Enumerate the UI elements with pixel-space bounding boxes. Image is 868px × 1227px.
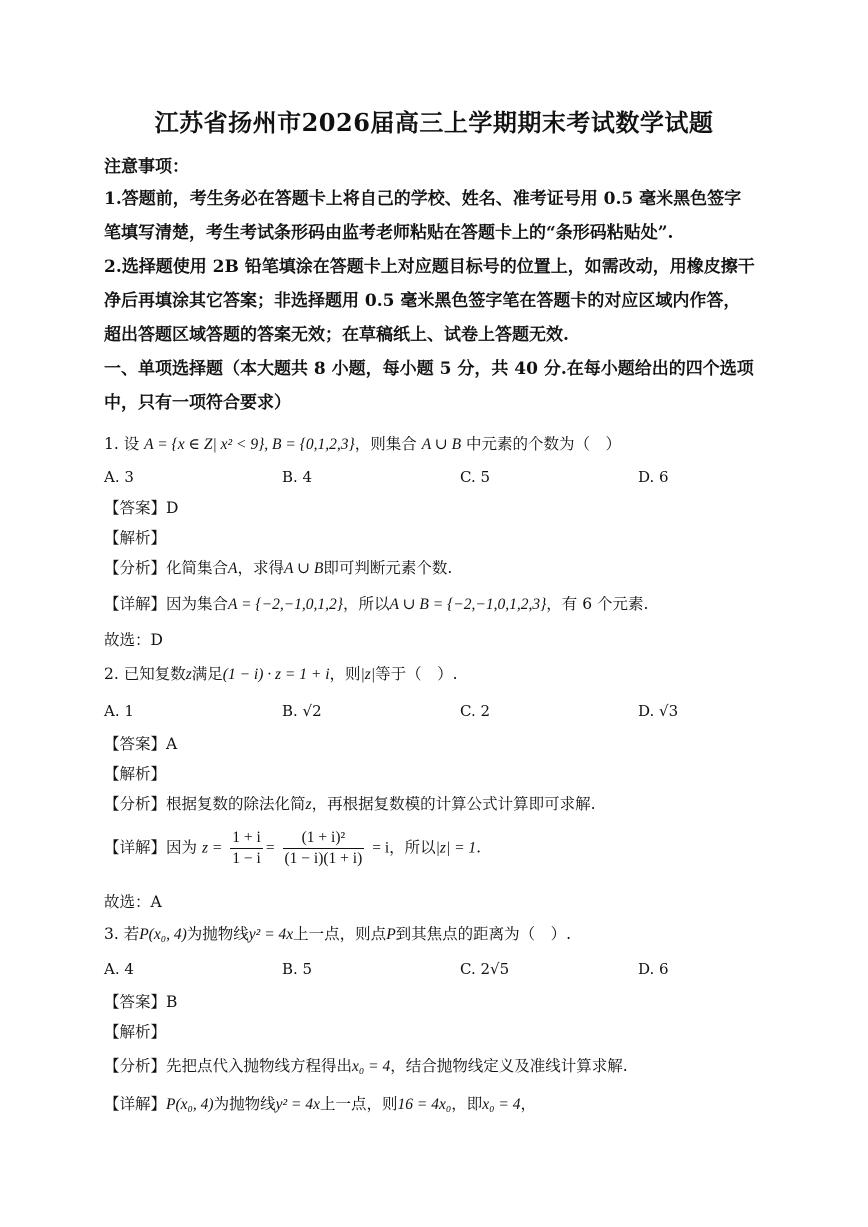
notice-heading: 注意事项： bbox=[104, 157, 189, 177]
q1-option-d: D. 6 bbox=[638, 468, 669, 486]
q3-option-a: A. 4 bbox=[104, 960, 134, 978]
q3-xiangjie-mid2: 上一点，则 bbox=[319, 1095, 398, 1113]
q3-stem-m3: P bbox=[386, 926, 396, 943]
q2-xiangjie-mid: ，所以 bbox=[389, 838, 436, 857]
q2-frac1-den: 1 − i bbox=[232, 850, 261, 867]
notice-line-1: 1.答题前，考生务必在答题卡上将自己的学校、姓名、准考证号用 0.5 毫米黑色签字 bbox=[104, 189, 742, 209]
q2-answer: 【答案】A bbox=[104, 735, 178, 753]
q2-stem-m1: z bbox=[185, 666, 192, 683]
q2-fenxi-prefix: 【分析】根据复数的除法化简 bbox=[104, 795, 306, 813]
q1-stem-math2: A ∪ B bbox=[421, 436, 462, 453]
q2-stem-mid2: ，则 bbox=[329, 665, 361, 683]
q3-xiangjie-prefix: 【详解】 bbox=[104, 1095, 167, 1113]
q1-xuan: 故选：D bbox=[104, 631, 163, 649]
q1-fenxi-mid: ，求得 bbox=[237, 559, 284, 577]
q3-xiangjie-m3: 16 = 4x₀ bbox=[397, 1096, 452, 1113]
section-heading-line-2: 中，只有一项符合要求） bbox=[104, 393, 291, 413]
q2-xiangjie-m: |z| = 1 bbox=[435, 839, 477, 857]
q2-xuan: 故选：A bbox=[104, 893, 162, 911]
q2-fraction-1 bbox=[230, 828, 263, 869]
q1-jiexi: 【解析】 bbox=[104, 529, 167, 547]
q3-xiangjie-mid3: ，即 bbox=[451, 1095, 483, 1113]
q2-xiangjie-eq: = i bbox=[372, 839, 390, 857]
q3-stem-mid: 为抛物线 bbox=[186, 925, 249, 943]
notice-line-5: 超出答题区域答题的答案无效；在草稿纸上、试卷上答题无效. bbox=[104, 325, 569, 345]
q3-option-d: D. 6 bbox=[638, 960, 669, 978]
q3-option-b: B. 5 bbox=[282, 960, 313, 978]
q3-fenxi-suffix: ，结合抛物线定义及准线计算求解. bbox=[390, 1057, 628, 1075]
q2-stem-m3: |z| bbox=[360, 666, 376, 683]
q2-fenxi-suffix: ，再根据复数模的计算公式计算即可求解. bbox=[311, 795, 596, 813]
q3-fenxi-m: x₀ = 4 bbox=[352, 1058, 391, 1075]
q3-jiexi: 【解析】 bbox=[104, 1023, 167, 1041]
q3-fenxi-prefix: 【分析】先把点代入抛物线方程得出 bbox=[104, 1057, 353, 1075]
q1-stem bbox=[104, 432, 621, 454]
q3-option-c: C. 2√5 bbox=[460, 960, 510, 978]
q1-stem-mid: ，则集合 bbox=[354, 435, 417, 453]
q1-xiangjie-mid: ，所以 bbox=[342, 595, 390, 613]
q1-stem-math: A = {x ∈ Z| x² < 9}, B = {0,1,2,3} bbox=[144, 436, 355, 453]
q2-stem-prefix: 2. 已知复数 bbox=[104, 665, 186, 683]
q2-xiangjie-z: z = bbox=[201, 839, 223, 857]
q2-xiangjie-end: . bbox=[476, 838, 482, 857]
q3-stem-suffix: 到其焦点的距离为（ ）. bbox=[395, 925, 572, 943]
q2-frac2-den: (1 − i)(1 + i) bbox=[284, 850, 363, 867]
q1-fenxi-m2: A ∪ B bbox=[284, 560, 324, 577]
q1-stem-suffix: 中元素的个数为（ ） bbox=[466, 435, 622, 453]
notice-line-4: 净后再填涂其它答案；非选择题用 0.5 毫米黑色签字笔在答题卡的对应区域内作答， bbox=[104, 291, 741, 311]
notice-line-3: 2.选择题使用 2B 铅笔填涂在答题卡上对应题目标号的位置上，如需改动，用橡皮擦干 bbox=[104, 257, 755, 277]
q1-fenxi-m1: A bbox=[228, 560, 238, 577]
q2-stem-mid: 满足 bbox=[191, 665, 223, 683]
q1-fenxi bbox=[104, 556, 452, 578]
q2-fraction-2 bbox=[283, 828, 365, 869]
q3-answer: 【答案】B bbox=[104, 993, 178, 1011]
q3-xiangjie-mid: 为抛物线 bbox=[213, 1095, 276, 1113]
q1-xiangjie-m1: A = {−2,−1,0,1,2} bbox=[228, 596, 343, 613]
q1-fenxi-suffix: 即可判断元素个数. bbox=[323, 559, 453, 577]
q3-stem-m2: y² = 4x bbox=[248, 926, 294, 943]
q1-xiangjie-m2: A ∪ B = {−2,−1,0,1,2,3} bbox=[389, 596, 547, 613]
q3-xiangjie-m1: P(x₀, 4) bbox=[166, 1096, 214, 1113]
q2-fenxi bbox=[104, 792, 596, 814]
q1-xiangjie-prefix: 【详解】因为集合 bbox=[104, 595, 229, 613]
q1-xiangjie bbox=[104, 592, 648, 614]
q3-xiangjie bbox=[104, 1092, 536, 1114]
q2-option-b: B. √2 bbox=[282, 702, 322, 720]
q2-option-a: A. 1 bbox=[104, 702, 134, 720]
page-title: 江苏省扬州市2026届高三上学期期末考试数学试题 bbox=[154, 108, 714, 137]
q2-equals: = bbox=[265, 839, 275, 857]
q3-stem-m1: P(x₀, 4) bbox=[139, 926, 187, 943]
q1-answer: 【答案】D bbox=[104, 499, 179, 517]
q2-stem-m2: (1 − i) · z = 1 + i bbox=[222, 666, 330, 683]
q3-xiangjie-end: ， bbox=[520, 1095, 536, 1113]
q2-stem-suffix: 等于（ ）. bbox=[375, 665, 458, 683]
q1-option-c: C. 5 bbox=[460, 468, 491, 486]
q2-xiangjie bbox=[104, 828, 481, 869]
q2-option-c: C. 2 bbox=[460, 702, 491, 720]
section-heading-line-1: 一、单项选择题（本大题共 8 小题，每小题 5 分，共 40 分.在每小题给出的四个选项 bbox=[104, 359, 754, 379]
notice-line-2: 笔填写清楚，考生考试条形码由监考老师粘贴在答题卡上的“条形码粘贴处”. bbox=[104, 223, 674, 243]
q3-stem-prefix: 3. 若 bbox=[104, 925, 140, 943]
q2-frac1-num: 1 + i bbox=[230, 828, 263, 849]
q1-xiangjie-suffix: ，有 6 个元素. bbox=[546, 595, 649, 613]
q2-xiangjie-prefix: 【详解】因为 bbox=[104, 838, 198, 857]
q3-stem bbox=[104, 922, 571, 944]
q2-stem bbox=[104, 662, 458, 684]
q3-xiangjie-m4: x₀ = 4 bbox=[482, 1096, 521, 1113]
q3-xiangjie-m2: y² = 4x bbox=[275, 1096, 320, 1113]
q3-stem-mid2: 上一点，则点 bbox=[293, 925, 387, 943]
q3-fenxi bbox=[104, 1054, 628, 1076]
q1-stem-prefix: 1. 设 bbox=[104, 435, 140, 453]
q1-option-b: B. 4 bbox=[282, 468, 313, 486]
q2-frac2-num: (1 + i)² bbox=[283, 828, 365, 849]
q2-jiexi: 【解析】 bbox=[104, 765, 167, 783]
q1-option-a: A. 3 bbox=[104, 468, 134, 486]
q2-option-d: D. √3 bbox=[638, 702, 679, 720]
q2-fenxi-m: z bbox=[305, 796, 312, 813]
q1-fenxi-prefix: 【分析】化简集合 bbox=[104, 559, 229, 577]
